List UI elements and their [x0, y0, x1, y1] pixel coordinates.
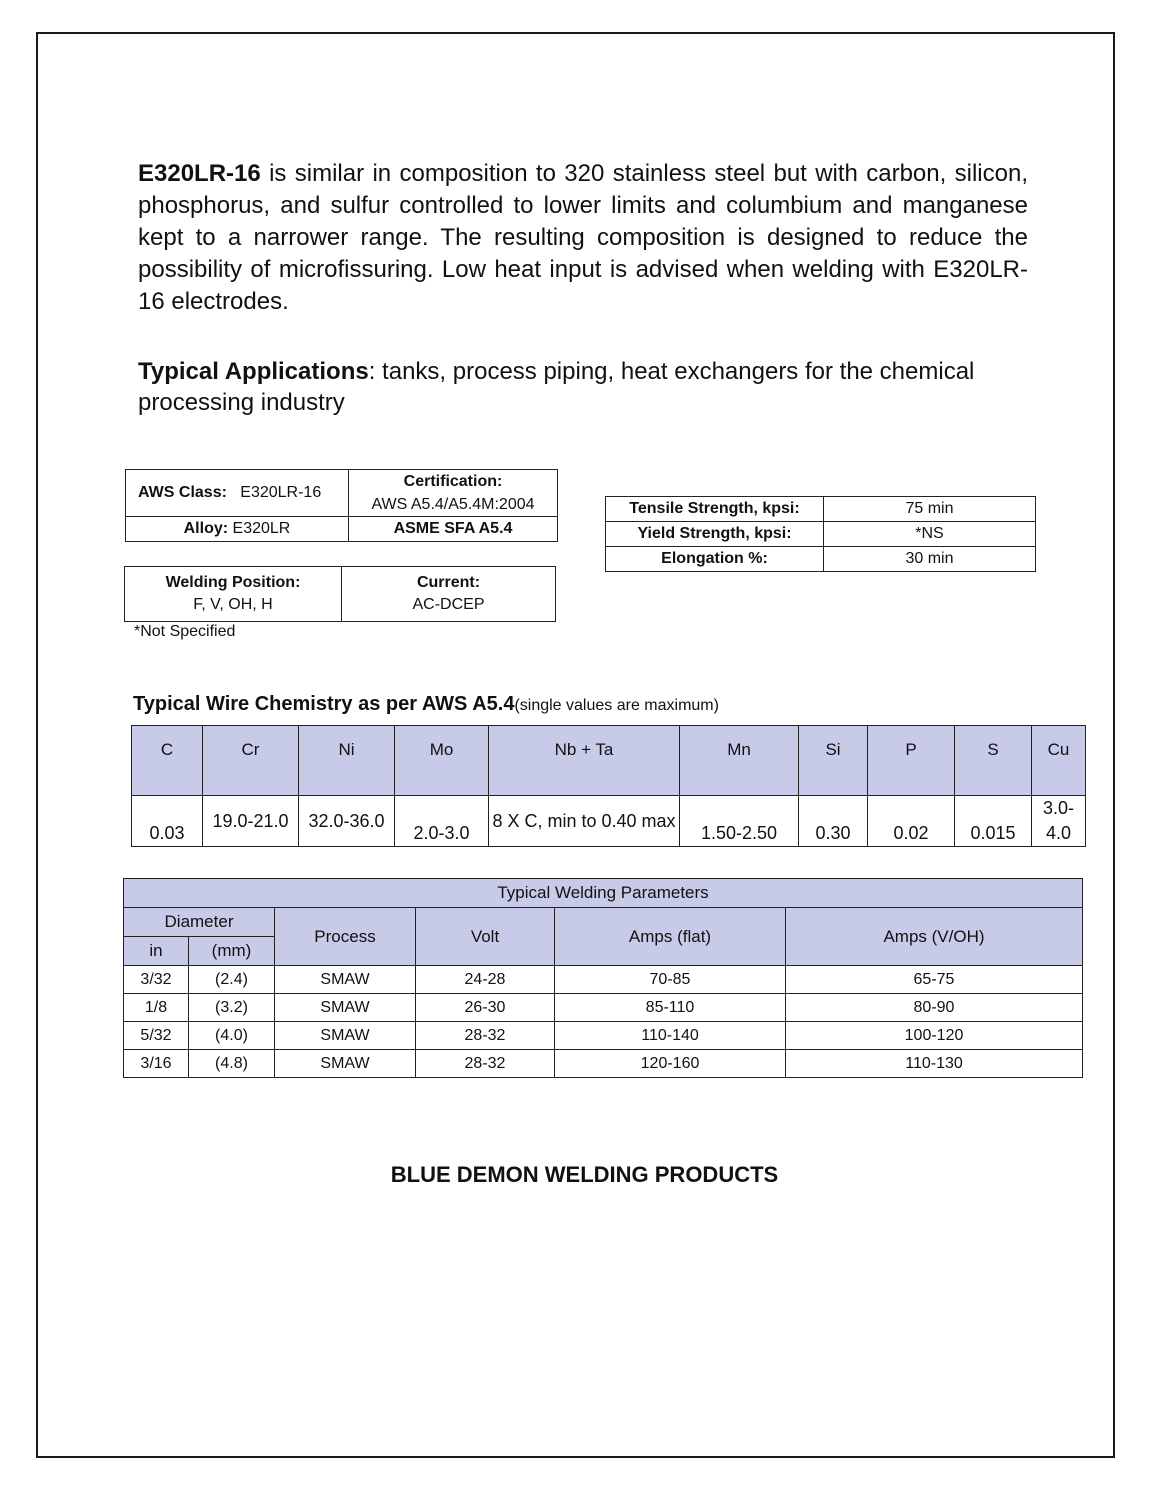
aws-class-label: AWS Class: [138, 484, 227, 501]
amps-flat-header: Amps (flat) [555, 908, 786, 966]
applications-label: Typical Applications [138, 358, 369, 385]
mm-header: (mm) [189, 937, 275, 966]
chem-header: Cr [203, 726, 299, 796]
chem-header: Nb + Ta [489, 726, 680, 796]
param-mm: (2.4) [189, 966, 275, 994]
chem-value: 3.0-4.0 [1032, 796, 1086, 847]
param-amps-voh: 110-130 [786, 1050, 1083, 1078]
alloy-cell [126, 517, 349, 542]
chemistry-table [131, 725, 1086, 847]
param-amps-voh: 100-120 [786, 1022, 1083, 1050]
table-row [124, 1050, 1083, 1078]
certification-label: Certification: [403, 473, 503, 490]
chem-header: Cu [1032, 726, 1086, 796]
chemistry-value-row [132, 796, 1086, 847]
process-header: Process [275, 908, 416, 966]
param-volt: 26-30 [416, 994, 555, 1022]
chem-header: Mn [680, 726, 799, 796]
welding-position-label: Welding Position: [165, 574, 301, 591]
param-amps-flat: 70-85 [555, 966, 786, 994]
chem-value: 1.50-2.50 [680, 796, 799, 847]
param-process: SMAW [275, 1022, 416, 1050]
welding-position-cell [125, 567, 342, 622]
mechanical-properties-table [605, 496, 1036, 572]
applications-text: : tanks, process piping, heat exchangers for the chemical processing industry [138, 358, 975, 416]
chem-header: Ni [299, 726, 395, 796]
aws-class-cell [126, 470, 349, 517]
chem-value: 0.015 [955, 796, 1032, 847]
intro-text: is similar in composition to 320 stainless steel but with carbon, silicon, phosphorus, and sulfur controlled to lower limits and columbium and manganese kept to a narrower range. The resulting composition is designed to reduce the possibility of microfissuring. Low heat input is advised when welding with E320LR-16 electrodes. [138, 160, 1028, 315]
alloy-label: Alloy: [183, 520, 229, 537]
chem-header: Mo [395, 726, 489, 796]
mechanical-value: *NS [824, 522, 1036, 547]
amps-voh-header: Amps (V/OH) [786, 908, 1083, 966]
param-volt: 24-28 [416, 966, 555, 994]
mechanical-value: 75 min [824, 497, 1036, 522]
welding-table [124, 566, 556, 622]
chemistry-header-row [132, 726, 1086, 796]
product-name: E320LR-16 [138, 160, 261, 187]
table-row [124, 994, 1083, 1022]
not-specified-note: *Not Specified [134, 623, 236, 640]
chemistry-subtitle: (single values are maximum) [514, 697, 719, 714]
chem-value: 0.03 [132, 796, 203, 847]
param-in: 3/16 [124, 1050, 189, 1078]
param-process: SMAW [275, 966, 416, 994]
table-row [606, 497, 1036, 522]
param-amps-flat: 120-160 [555, 1050, 786, 1078]
param-process: SMAW [275, 1050, 416, 1078]
param-volt: 28-32 [416, 1050, 555, 1078]
chem-value: 19.0-21.0 [203, 796, 299, 847]
mechanical-value: 30 min [824, 547, 1036, 572]
chemistry-title-text: Typical Wire Chemistry as per AWS A5.4 [133, 693, 515, 715]
mechanical-label: Elongation %: [606, 547, 824, 572]
alloy-value: E320LR [232, 520, 291, 537]
param-mm: (4.8) [189, 1050, 275, 1078]
table-row [606, 547, 1036, 572]
param-in: 1/8 [124, 994, 189, 1022]
param-amps-flat: 110-140 [555, 1022, 786, 1050]
intro-paragraph [138, 158, 1028, 318]
table-row [606, 522, 1036, 547]
chem-value: 2.0-3.0 [395, 796, 489, 847]
chem-header: Si [799, 726, 868, 796]
chem-header: P [868, 726, 955, 796]
chem-header: S [955, 726, 1032, 796]
mechanical-label: Tensile Strength, kpsi: [606, 497, 824, 522]
param-amps-flat: 85-110 [555, 994, 786, 1022]
param-in: 5/32 [124, 1022, 189, 1050]
volt-header: Volt [416, 908, 555, 966]
param-amps-voh: 65-75 [786, 966, 1083, 994]
chem-value: 0.02 [868, 796, 955, 847]
welding-parameters-table [123, 878, 1083, 1078]
parameters-title: Typical Welding Parameters [124, 879, 1083, 908]
chem-header: C [132, 726, 203, 796]
certification-value: AWS A5.4/A5.4M:2004 [371, 496, 535, 513]
table-row [124, 1022, 1083, 1050]
current-value: AC-DCEP [412, 596, 485, 613]
chemistry-title [133, 693, 719, 716]
chem-value: 8 X C, min to 0.40 max [489, 796, 680, 847]
current-label: Current: [416, 574, 481, 591]
param-amps-voh: 80-90 [786, 994, 1083, 1022]
param-process: SMAW [275, 994, 416, 1022]
diameter-header: Diameter [124, 908, 275, 937]
welding-position-value: F, V, OH, H [193, 596, 273, 613]
mechanical-label: Yield Strength, kpsi: [606, 522, 824, 547]
param-volt: 28-32 [416, 1022, 555, 1050]
chem-value: 32.0-36.0 [299, 796, 395, 847]
current-cell [342, 567, 556, 622]
param-mm: (4.0) [189, 1022, 275, 1050]
table-row [124, 966, 1083, 994]
param-in: 3/32 [124, 966, 189, 994]
aws-class-value: E320LR-16 [240, 484, 322, 501]
asme-cell: ASME SFA A5.4 [349, 517, 558, 542]
in-header: in [124, 937, 189, 966]
applications-paragraph [138, 356, 998, 418]
company-footer: BLUE DEMON WELDING PRODUCTS [390, 1162, 779, 1187]
chem-value: 0.30 [799, 796, 868, 847]
classification-table [125, 469, 558, 542]
param-mm: (3.2) [189, 994, 275, 1022]
certification-cell [349, 470, 558, 517]
